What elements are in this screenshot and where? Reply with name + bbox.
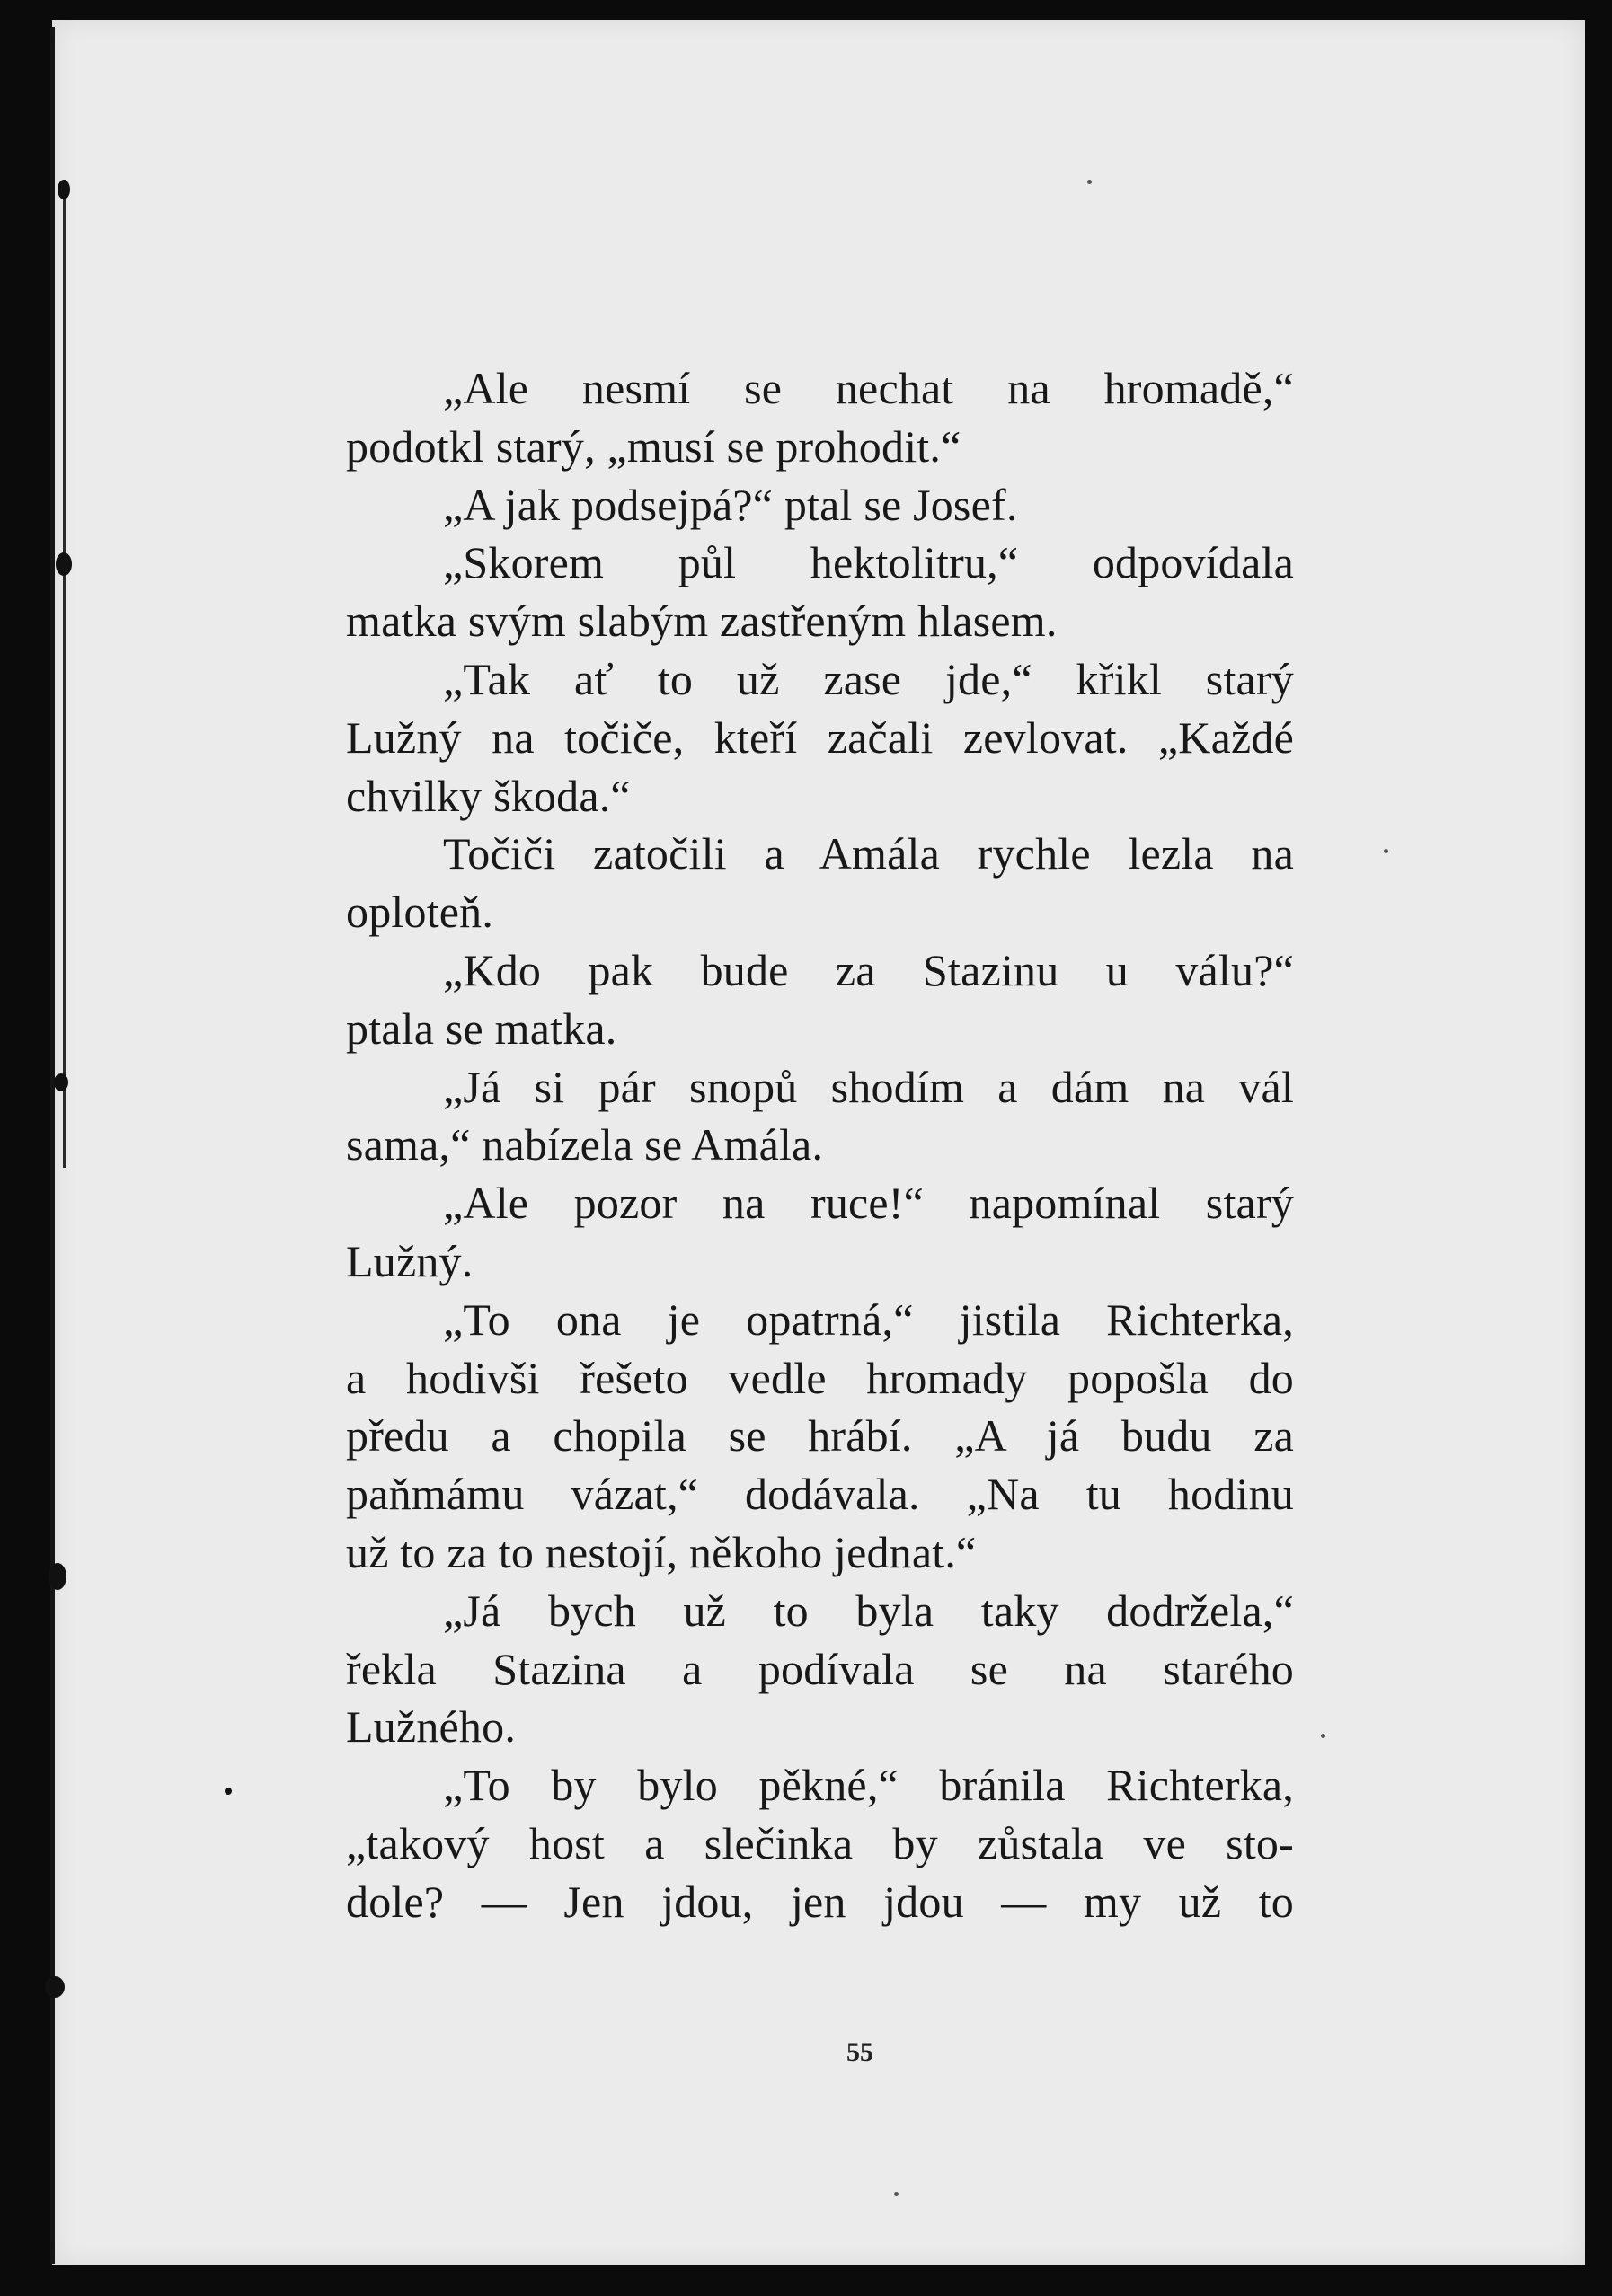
paper-speck	[1087, 180, 1092, 184]
text-line: „To by bylo pěkné,“ bránila Richterka,	[443, 1760, 1294, 1811]
text-line: podotkl starý, „musí se prohodit.“	[346, 420, 961, 472]
text-line: „Tak ať to už zase jde,“ křikl starý	[443, 653, 1294, 704]
binding-edge-inner	[63, 180, 66, 1168]
text-line: a hodivši řešeto vedle hromady popošla do	[346, 1352, 1294, 1403]
text-line: dole? — Jen jdou, jen jdou — my už to	[346, 1876, 1294, 1927]
text-line: „Já bych už to byla taky dodržela,“	[443, 1585, 1294, 1636]
text-line: „Kdo pak bude za Stazinu u válu?“	[443, 944, 1294, 995]
text-line: „Ale nesmí se nechat na hromadě,“	[443, 363, 1294, 413]
paper-speck	[225, 1788, 232, 1795]
text-line: „Já si pár snopů shodím a dám na vál	[443, 1061, 1294, 1112]
text-line: ptala se matka.	[346, 1002, 617, 1054]
paper-speck	[894, 2192, 899, 2196]
paper-speck	[1321, 1734, 1325, 1738]
text-line: „Skorem půl hektolitru,“ odpovídala	[443, 537, 1294, 588]
text-line: Lužného.	[346, 1701, 517, 1753]
text-line: „To ona je opatrná,“ jistila Richterka,	[443, 1294, 1294, 1345]
paper-speck	[1384, 849, 1388, 853]
text-line: Lužný.	[346, 1235, 474, 1286]
binding-mark	[58, 180, 70, 199]
body-text	[346, 359, 1294, 1931]
text-line: oploteň.	[346, 887, 494, 938]
text-line: předu a chopila se hrábí. „A já budu za	[346, 1410, 1294, 1461]
text-line: „A jak podsejpá?“ ptal se Josef.	[443, 479, 1018, 530]
text-line: Lužný na točiče, kteří začali zevlovat. „Každé	[346, 711, 1294, 763]
text-line: „Ale pozor na ruce!“ napomínal starý	[443, 1178, 1294, 1229]
binding-mark	[49, 1563, 66, 1590]
text-line: už to za to nestojí, někoho jednat.“	[346, 1526, 977, 1577]
binding-mark	[56, 552, 72, 576]
text-line: chvilky škoda.“	[346, 770, 631, 821]
text-line: Točiči zatočili a Amála rychle lezla na	[443, 828, 1294, 879]
text-line: „takový host a slečinka by zůstala ve sto-	[346, 1817, 1294, 1868]
binding-mark	[54, 1073, 68, 1091]
text-line: matka svým slabým zastřeným hlasem.	[346, 596, 1058, 647]
binding-edge	[50, 27, 55, 2264]
text-line: paňmámu vázat,“ dodávala. „Na tu hodinu	[346, 1469, 1294, 1520]
binding-mark	[45, 1976, 65, 1998]
page-number: 55	[846, 2037, 873, 2067]
text-line: řekla Stazina a podívala se na starého	[346, 1643, 1294, 1694]
text-line: sama,“ nabízela se Amála.	[346, 1119, 824, 1170]
